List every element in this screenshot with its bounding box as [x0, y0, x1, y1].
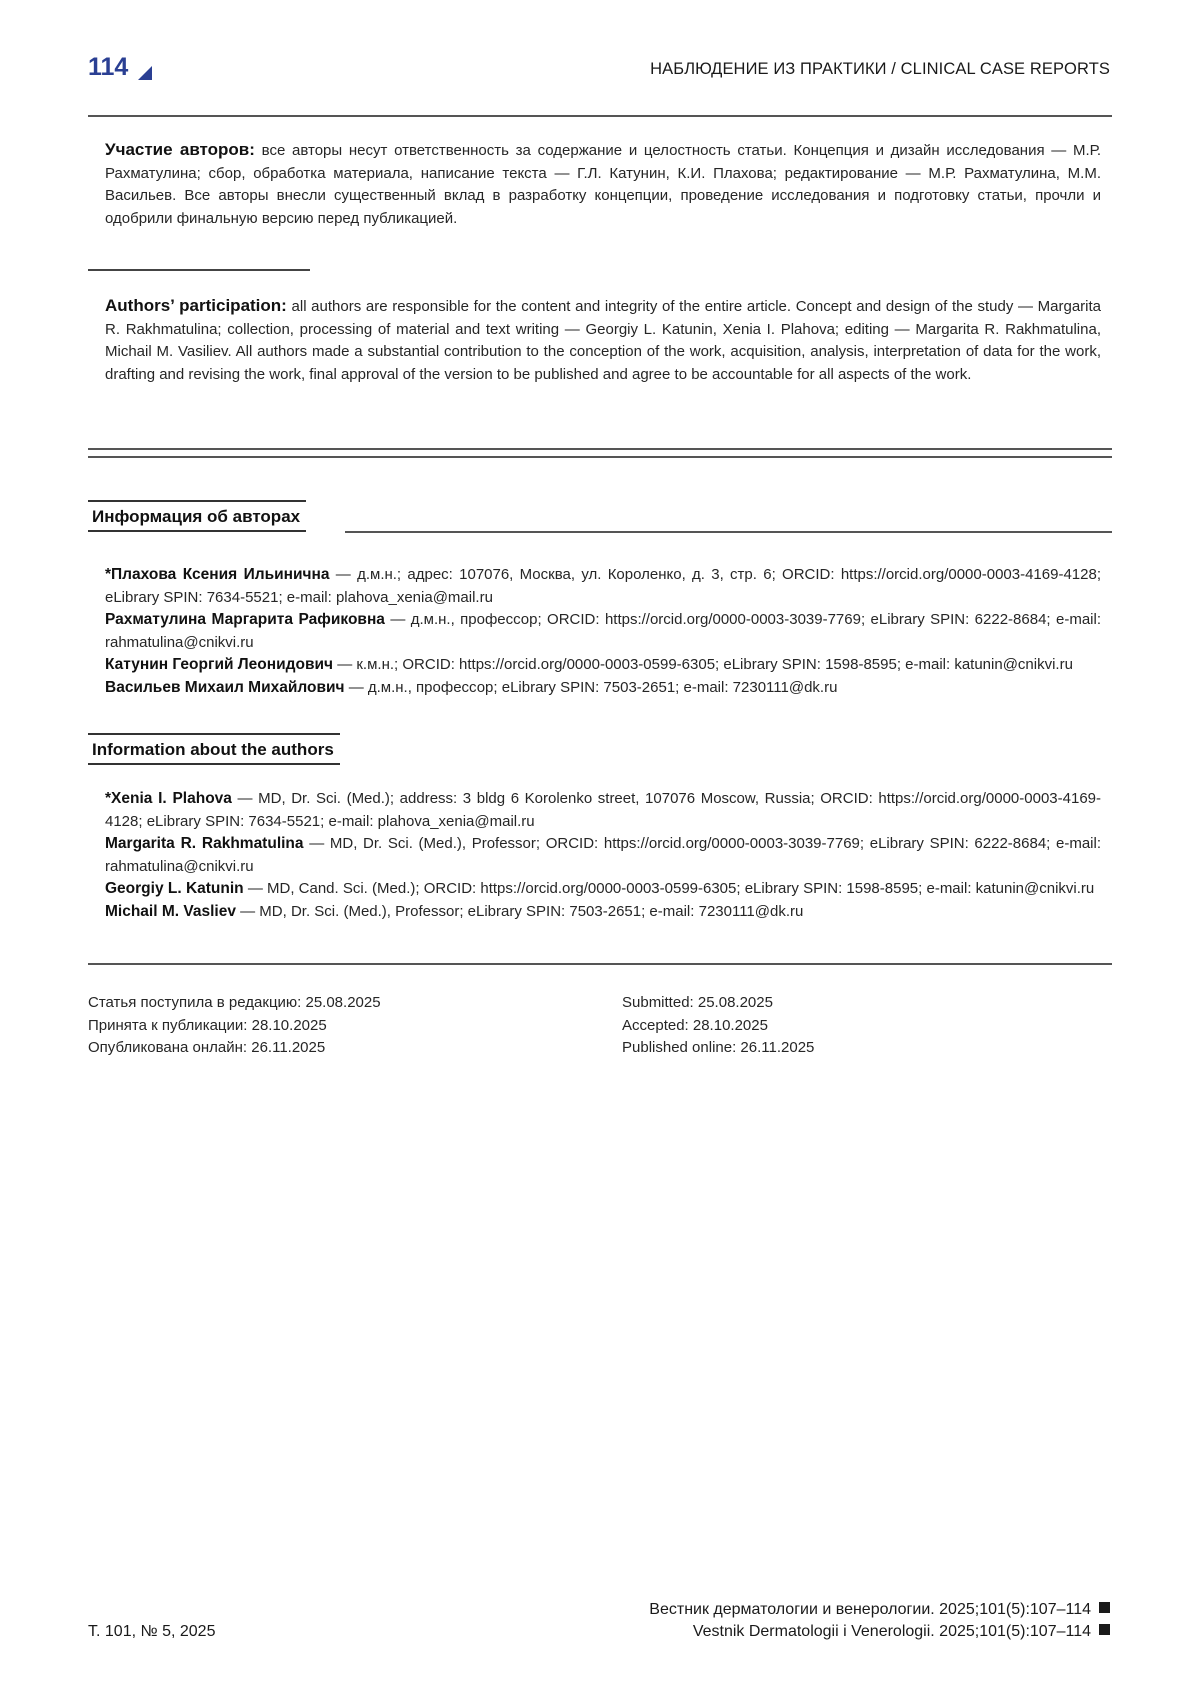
dates-ru	[88, 992, 381, 1060]
page-number: 114	[88, 53, 129, 81]
date-submitted-ru: Статья поступила в редакцию: 25.08.2025	[88, 994, 381, 1011]
contributions-ru-text: все авторы несут ответственность за содержание и целостность статьи. Концепция и дизайн исследования — М.Р. Рахматулина; сбор, обработка материала, написание текста — Г.Л. Катунин, К.И. Плахова; редактирование — М.Р. Рахматулина, М.М. Васильев. Все авторы внесли существенный вклад в разработку концепции, проведение исследования и подготовку статьи, прочли и одобрили финальную версию перед публикацией.	[105, 142, 1102, 227]
author-name: Margarita R. Rakhmatulina	[105, 835, 304, 852]
list-item	[105, 677, 1101, 700]
footer-volume: Т. 101, № 5, 2025	[88, 1623, 216, 1640]
dates-en	[622, 992, 814, 1060]
date-published-ru: Опубликована онлайн: 26.11.2025	[88, 1039, 326, 1056]
authors-en-heading: Information about the authors	[88, 733, 340, 765]
contributions-en-text: all authors are responsible for the content and integrity of the entire article. Concept and design of the study — Margarita R. Rakhmatulina; collection, processing of material and text writing — Georgiy L. Katunin, Xenia I. Plahova; editing — Margarita R. Rakhmatulina, Michail M. Vasiliev. All authors made a substantial contribution to the conception of the work, acquisition, analysis, interpretation of data for the work, drafting and revising the work, final approval of the version to be published and agree to be accountable for all aspects of the work.	[105, 298, 1102, 383]
footer-citation-ru	[649, 1601, 1110, 1619]
author-details: — MD, Dr. Sci. (Med.), Professor; eLibrary SPIN: 7503-2651; e-mail: 7230111@dk.ru	[235, 902, 804, 920]
date-submitted-en: Submitted: 25.08.2025	[622, 994, 773, 1011]
footer-citation-en	[693, 1623, 1110, 1641]
square-bullet-icon	[1099, 1624, 1110, 1635]
list-item	[105, 788, 1101, 833]
running-head: НАБЛЮДЕНИЕ ИЗ ПРАКТИКИ / CLINICAL CASE REPORTS	[650, 60, 1110, 78]
author-details: — MD, Dr. Sci. (Med.); address: 3 bldg 6 Korolenko street, 107076 Moscow, Russia; ORCID: https://orcid.org/0000-0003-4169-4128; eLibrary SPIN: 7634-5521; e-mail: plahova_xenia@mail.ru	[105, 790, 1102, 830]
contributions-en	[105, 295, 1101, 386]
author-name: Рахматулина Маргарита Рафиковна	[105, 611, 385, 628]
footer-citation-ru-text: Вестник дерматологии и венерологии. 2025;101(5):107–114	[649, 1601, 1091, 1618]
list-item	[105, 609, 1101, 654]
date-accepted-en: Accepted: 28.10.2025	[622, 1016, 768, 1034]
author-name: Васильев Михаил Михайлович	[105, 678, 345, 696]
author-details: — MD, Cand. Sci. (Med.); ORCID: https://orcid.org/0000-0003-0599-6305; eLibrary SPIN: 1598-8595; e-mail: katunin@cnikvi.ru	[243, 880, 1095, 897]
section-divider-short	[88, 269, 310, 271]
authors-ru-heading-rule	[345, 531, 1112, 533]
author-name: Катунин Георгий Леонидович	[105, 656, 334, 673]
date-published-en: Published online: 26.11.2025	[622, 1039, 815, 1056]
date-accepted-ru: Принята к публикации: 28.10.2025	[88, 1016, 327, 1034]
page-corner-mark-icon	[138, 66, 152, 80]
double-divider-top	[88, 448, 1112, 450]
author-name: Michail M. Vasliev	[105, 902, 236, 920]
list-item	[105, 564, 1101, 609]
author-details: — MD, Dr. Sci. (Med.), Professor; ORCID: https://orcid.org/0000-0003-3039-7769; eLibrary SPIN: 6222-8684; e-mail: rahmatulina@cnikvi.ru	[105, 835, 1101, 875]
author-name: *Xenia I. Plahova	[105, 790, 232, 807]
list-item	[105, 901, 1101, 924]
authors-ru-list	[105, 564, 1101, 699]
dates-divider	[88, 963, 1112, 965]
contributions-en-label: Authors’ participation:	[105, 296, 287, 315]
author-details: — д.м.н.; адрес: 107076, Москва, ул. Короленко, д. 3, стр. 6; ORCID: https://orcid.org/0000-0003-4169-4128; eLibrary SPIN: 7634-5521; e-mail: plahova_xenia@mail.ru	[105, 566, 1101, 606]
author-name: *Плахова Ксения Ильинична	[105, 566, 330, 583]
square-bullet-icon	[1099, 1602, 1110, 1613]
header-divider	[88, 115, 1112, 117]
author-details: — к.м.н.; ORCID: https://orcid.org/0000-0003-0599-6305; eLibrary SPIN: 1598-8595; e-mail: katunin@cnikvi.ru	[333, 656, 1073, 673]
authors-ru-heading: Информация об авторах	[88, 500, 306, 532]
footer-citation-en-text: Vestnik Dermatologii i Venerologii. 2025;101(5):107–114	[692, 1623, 1091, 1640]
author-details: — д.м.н., профессор; eLibrary SPIN: 7503-2651; e-mail: 7230111@dk.ru	[344, 678, 838, 696]
double-divider-bottom	[88, 456, 1112, 458]
list-item	[105, 833, 1101, 878]
list-item	[105, 878, 1101, 901]
contributions-ru-label: Участие авторов:	[105, 140, 255, 159]
author-details: — д.м.н., профессор; ORCID: https://orcid.org/0000-0003-3039-7769; eLibrary SPIN: 6222-8684; e-mail: rahmatulina@cnikvi.ru	[105, 611, 1101, 651]
author-name: Georgiy L. Katunin	[105, 880, 244, 897]
authors-en-list	[105, 788, 1101, 923]
list-item	[105, 654, 1101, 677]
contributions-ru	[105, 139, 1101, 230]
